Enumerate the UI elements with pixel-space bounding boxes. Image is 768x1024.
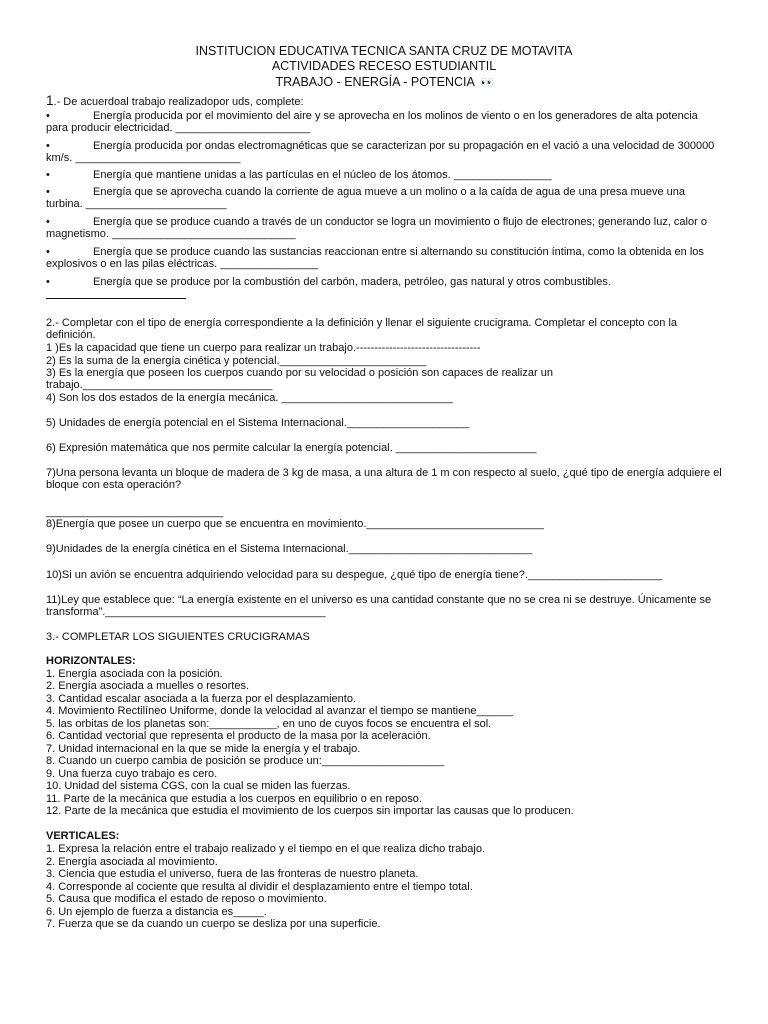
section1-item [46,246,722,271]
answer-blank-line[interactable] [46,298,186,299]
section2-question-3: 3) Es la energía que poseen los cuerpos cuando por su velocidad o posición son capaces de realizar un trabajo._______________________________ [46,367,553,392]
verticales-title: VERTICALES: [46,830,120,842]
horizontales-title: HORIZONTALES: [46,655,136,667]
horizontal-clue: 11. Parte de la mecánica que estudia a los cuerpos en equilibrio o en reposo. [46,793,422,805]
bullet-icon: • [46,186,50,198]
section1-item [46,276,722,288]
bullet-icon: • [46,216,50,228]
section2-question-1: 1 )Es la capacidad que tiene un cuerpo para realizar un trabajo.---------------------------------- [46,342,481,354]
vertical-clue: 2. Energía asociada al movimiento. [46,856,218,868]
section1-heading [46,95,304,108]
bullet-icon: • [46,169,50,181]
bullet-icon: • [46,246,50,258]
bullet-icon: • [46,140,50,152]
section1-number: 1 [46,93,54,108]
section2-question-6: 6) Expresión matemática que nos permite calcular la energía potencial. _______________________ [46,442,537,454]
section1-item-text: Energía que se aprovecha cuando la corriente de agua mueve a un molino o a la caída de agua de una presa mueve una turbina. _______________________ [46,186,685,211]
activity-title: ACTIVIDADES RECESO ESTUDIANTIL [271,59,497,73]
section1-item-text: Energía que se produce cuando a través de un conductor se logra un movimiento o flujo de electrones; generando luz, calor o magnetismo. ______________________________ [46,216,707,241]
vertical-clue: 5. Causa que modifica el estado de reposo o movimiento. [46,893,327,905]
section1-item-text: Energía que se produce por la combustión del carbón, madera, petróleo, gas natural y otros combustibles. [93,276,611,288]
vertical-clue: 7. Fuerza que se da cuando un cuerpo se desliza por una superficie. [46,918,381,930]
horizontal-clue: 4. Movimiento Rectilíneo Uniforme, donde la velocidad al avanzar el tiempo se mantiene______ [46,705,514,717]
section1-item-text: Energía producida por el movimiento del aire y se aprovecha en los molinos de viento o en los generadores de alta potencia para producir electricidad. ______________________ [46,110,698,135]
topic-title-text: TRABAJO - ENERGÍA - POTENCIA [275,75,475,89]
horizontal-clue: 3. Cantidad escalar asociada a la fuerza por el desplazamiento. [46,693,357,705]
horizontal-clue: 7. Unidad internacional en la que se mide la energía y el trabajo. [46,743,361,755]
vertical-clue: 4. Corresponde al cociente que resulta al dividir el desplazamiento entre el tiempo total. [46,881,473,893]
school-name: INSTITUCION EDUCATIVA TECNICA SANTA CRUZ DE MOTAVITA [195,44,573,58]
horizontal-clue: 9. Una fuerza cuyo trabajo es cero. [46,768,218,780]
section2-question-4: 4) Son los dos estados de la energía mecánica. ____________________________ [46,392,453,404]
section1-item-text: Energía que se produce cuando las sustancias reaccionan entre si alternando su constitución íntima, como la obtenida en los explosivos o en las pilas eléctricas. ________________ [46,246,704,271]
horizontal-clue: 10. Unidad del sistema CGS, con la cual se miden las fuerzas. [46,780,351,792]
section1-item [46,216,722,241]
section1-item-text: Energía producida por ondas electromagnéticas que se caracterizan por su propagación en el vació a una velocidad de 300000 km/s. ___________________________ [46,140,715,165]
horizontal-clue: 5. las orbitas de los planetas son:___________, en uno de cuyos focos se encuentra el sol. [46,718,492,730]
section2-question-5: 5) Unidades de energía potencial en el Sistema Internacional.____________________ [46,417,470,429]
section1-item [46,169,722,181]
section1-title: .- De acuerdoal trabajo realizadopor uds, complete: [53,96,304,108]
horizontal-clue: 6. Cantidad vectorial que representa el producto de la masa por la aceleración. [46,730,431,742]
horizontal-clue: 8. Cuando un cuerpo cambia de posición se produce un:____________________ [46,755,445,767]
bullet-icon: • [46,110,50,122]
horizontal-clue: 2. Energía asociada a muelles o resortes. [46,680,250,692]
section1-item [46,140,722,165]
section2-question-7: 7)Una persona levanta un bloque de madera de 3 kg de masa, a una altura de 1 m con respecto al suelo, ¿qué tipo de energía adquiere el bloque con esta operación? [46,467,722,492]
topic-title [0,75,768,90]
section2-question-9: 9)Unidades de la energía cinética en el Sistema Internacional.______________________________ [46,543,533,555]
section2-question-11: 11)Ley que establece que: “La energía existente en el universo es una cantidad constante que no se crea ni se destruye. Únicamente se transforma”.____________________________________ [46,594,712,619]
section2-question-2: 2) Es la suma de la energía cinética y potencial.________________________ [46,355,427,367]
vertical-clue: 1. Expresa la relación entre el trabajo realizado y el tiempo en el que realiza dicho trabajo. [46,843,486,855]
section1-item-text: Energía que mantiene unidas a las partículas en el núcleo de los átomos. ________________ [93,169,552,181]
section3-title: 3.- COMPLETAR LOS SIGUIENTES CRUCIGRAMAS [46,631,310,643]
section2-question-7-blank[interactable]: _____________________________ [46,506,224,518]
horizontal-clue: 1. Energía asociada con la posición. [46,668,223,680]
eyes-icon: 👀 [480,77,493,89]
section2-question-10: 10)Si un avión se encuentra adquiriendo velocidad para su despegue, ¿qué tipo de energía tiene?.______________________ [46,569,663,581]
section1-item [46,186,722,211]
section1-item [46,110,722,135]
vertical-clue: 3. Ciencia que estudia el universo, fuera de las fronteras de nuestro planeta. [46,868,419,880]
horizontal-clue: 12. Parte de la mecánica que estudia el movimiento de los cuerpos sin importar las causas que lo producen. [46,805,574,817]
section2-intro: 2.- Completar con el tipo de energía correspondiente a la definición y llenar el siguiente crucigrama. Completar el concepto con la definición. [46,317,678,342]
bullet-icon: • [46,276,50,288]
section2-question-8: 8)Energía que posee un cuerpo que se encuentra en movimiento._____________________________ [46,518,544,530]
vertical-clue: 6. Un ejemplo de fuerza a distancia es_____. [46,906,267,918]
